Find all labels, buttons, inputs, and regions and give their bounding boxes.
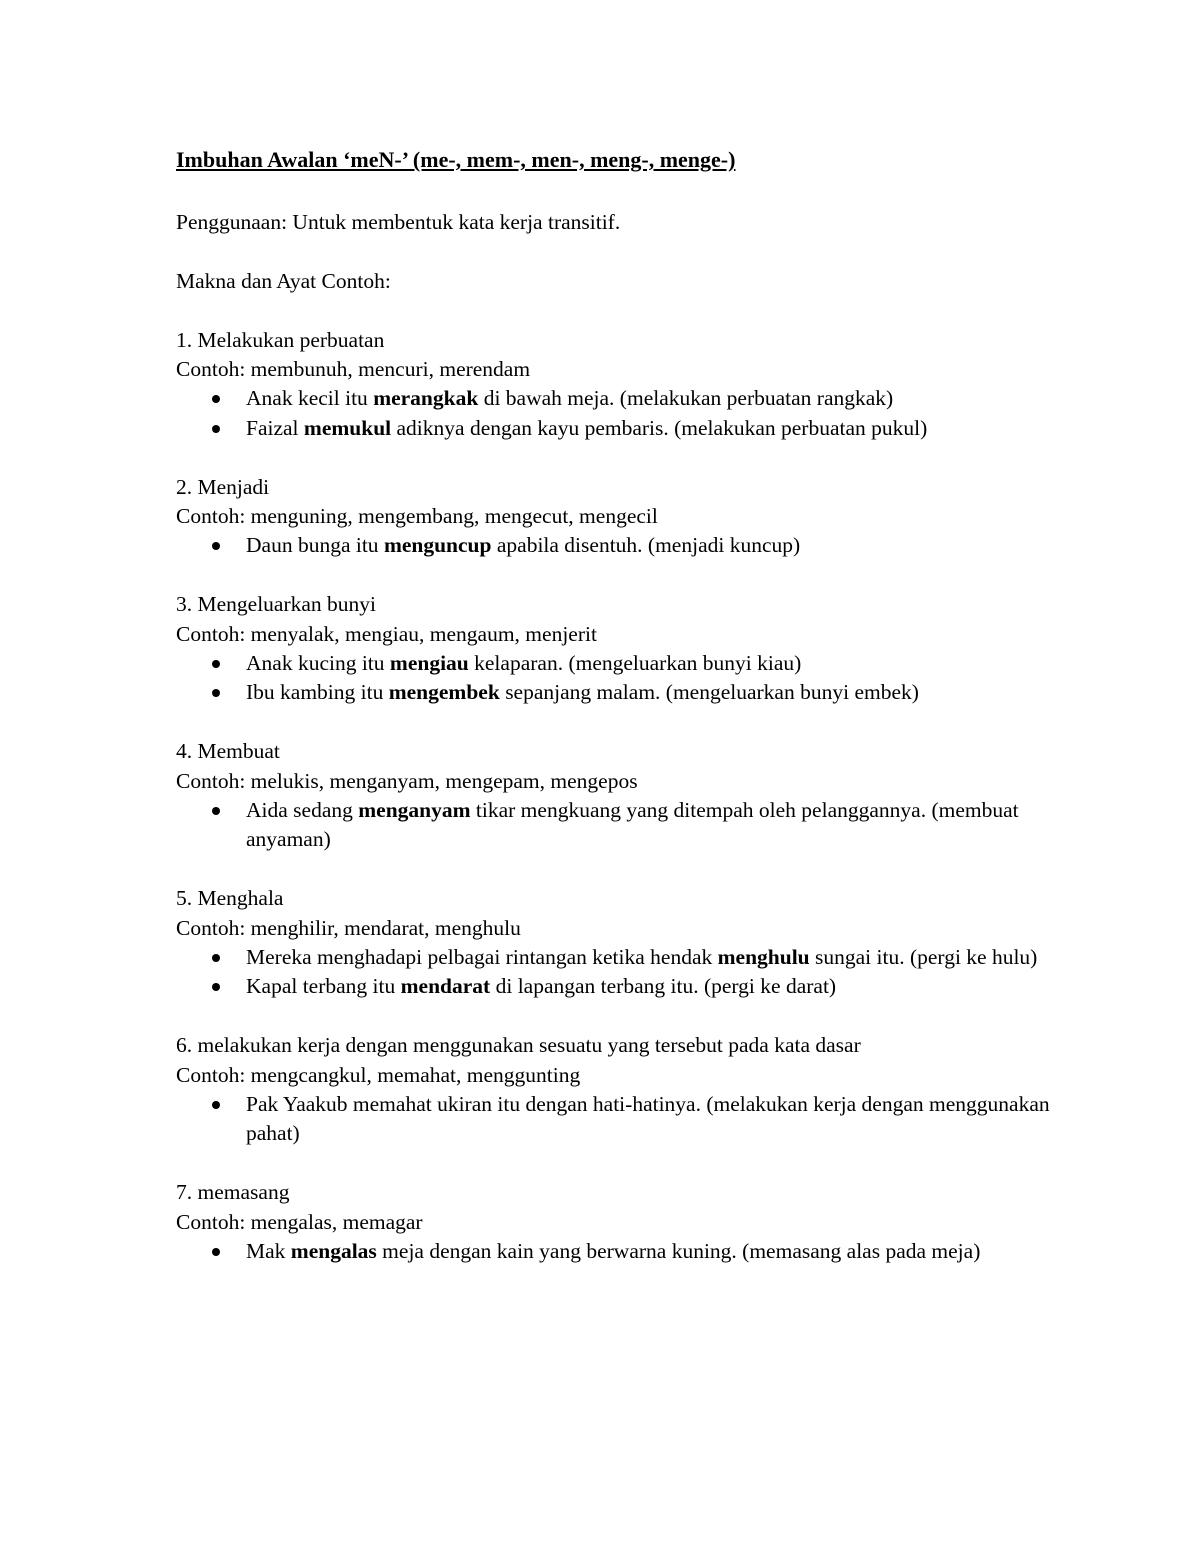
section-heading: 5. Menghala (176, 886, 284, 911)
highlight-word: mengiau (389, 651, 469, 676)
example-sentence: Mereka menghadapi pelbagai rintangan ketika hendak menghulu sungai itu. (pergi ke hulu) (176, 943, 1076, 972)
bullet-icon (212, 983, 220, 991)
section-7 (176, 1178, 1076, 1266)
example-sentence-list (176, 943, 1076, 1002)
section-examples: Contoh: menghilir, mendarat, menghulu (176, 915, 521, 940)
example-sentence-list (176, 531, 1076, 560)
document-title: Imbuhan Awalan ‘meN-’ (me-, mem-, men-, meng-, menge-) (176, 147, 736, 172)
document-page (176, 140, 1076, 1267)
section-examples: Contoh: mengalas, memagar (176, 1209, 423, 1234)
meaning-heading: Makna dan Ayat Contoh: (176, 268, 391, 293)
example-sentence: Ibu kambing itu mengembek sepanjang malam. (mengeluarkan bunyi embek) (176, 678, 1076, 707)
section-heading: 7. memasang (176, 1180, 290, 1205)
section-examples: Contoh: membunuh, mencuri, merendam (176, 357, 531, 381)
section-heading: 3. Mengeluarkan bunyi (176, 592, 377, 617)
spacer (176, 180, 1076, 208)
example-sentence-list (176, 384, 1076, 443)
section-examples: Contoh: menyalak, mengiau, mengaum, menjerit (176, 621, 597, 646)
spacer (176, 1149, 1076, 1178)
section-5 (176, 884, 1076, 1002)
example-sentence: Pak Yaakub memahat ukiran itu dengan hati-hatinya. (melakukan kerja dengan menggunakan pahat) (176, 1090, 1076, 1149)
bullet-icon (212, 425, 220, 433)
highlight-word: mengalas (290, 1239, 377, 1264)
bullet-icon (212, 1101, 220, 1109)
spacer (176, 708, 1076, 737)
highlight-word: menganyam (358, 798, 471, 823)
section-heading: 2. Menjadi (176, 474, 270, 499)
spacer (176, 237, 1076, 266)
example-sentence: Anak kecil itu merangkak di bawah meja. (melakukan perbuatan rangkak) (176, 384, 1076, 413)
section-examples: Contoh: menguning, mengembang, mengecut, mengecil (176, 504, 658, 529)
spacer (176, 443, 1076, 472)
section-heading: 6. melakukan kerja dengan menggunakan sesuatu yang tersebut pada kata dasar (176, 1033, 861, 1058)
example-sentence-list (176, 1090, 1076, 1149)
bullet-icon (212, 689, 220, 697)
section-2 (176, 473, 1076, 561)
bullet-icon (212, 807, 220, 815)
highlight-word: merangkak (373, 386, 479, 411)
example-sentence: Daun bunga itu menguncup apabila disentuh. (menjadi kuncup) (176, 531, 1076, 560)
example-sentence: Aida sedang menganyam tikar mengkuang yang ditempah oleh pelanggannya. (membuat anyaman) (176, 796, 1076, 855)
section-3 (176, 590, 1076, 708)
example-sentence-list (176, 1237, 1076, 1266)
spacer (176, 1002, 1076, 1031)
highlight-word: memukul (303, 415, 392, 440)
example-sentence-list (176, 649, 1076, 708)
example-sentence-list (176, 796, 1076, 855)
example-sentence: Kapal terbang itu mendarat di lapangan terbang itu. (pergi ke darat) (176, 972, 1076, 1001)
section-examples: Contoh: melukis, menganyam, mengepam, mengepos (176, 768, 638, 793)
highlight-word: mengembek (388, 680, 500, 705)
highlight-word: menguncup (383, 533, 492, 558)
spacer (176, 855, 1076, 884)
example-sentence: Anak kucing itu mengiau kelaparan. (mengeluarkan bunyi kiau) (176, 649, 1076, 678)
bullet-icon (212, 395, 220, 403)
spacer (176, 561, 1076, 590)
section-1 (176, 326, 1076, 444)
section-heading: 1. Melakukan perbuatan (176, 327, 385, 352)
highlight-word: mendarat (400, 974, 491, 999)
example-sentence: Faizal memukul adiknya dengan kayu pembaris. (melakukan perbuatan pukul) (176, 414, 1076, 443)
bullet-icon (212, 954, 220, 962)
highlight-word: menghulu (717, 945, 810, 970)
bullet-icon (212, 660, 220, 668)
usage-text: Penggunaan: Untuk membentuk kata kerja transitif. (176, 210, 621, 234)
section-examples: Contoh: mengcangkul, memahat, menggunting (176, 1062, 581, 1087)
spacer (176, 296, 1076, 325)
section-heading: 4. Membuat (176, 739, 280, 764)
section-4 (176, 737, 1076, 855)
bullet-icon (212, 542, 220, 550)
example-sentence: Mak mengalas meja dengan kain yang berwarna kuning. (memasang alas pada meja) (176, 1237, 1076, 1266)
section-6 (176, 1031, 1076, 1149)
bullet-icon (212, 1248, 220, 1256)
